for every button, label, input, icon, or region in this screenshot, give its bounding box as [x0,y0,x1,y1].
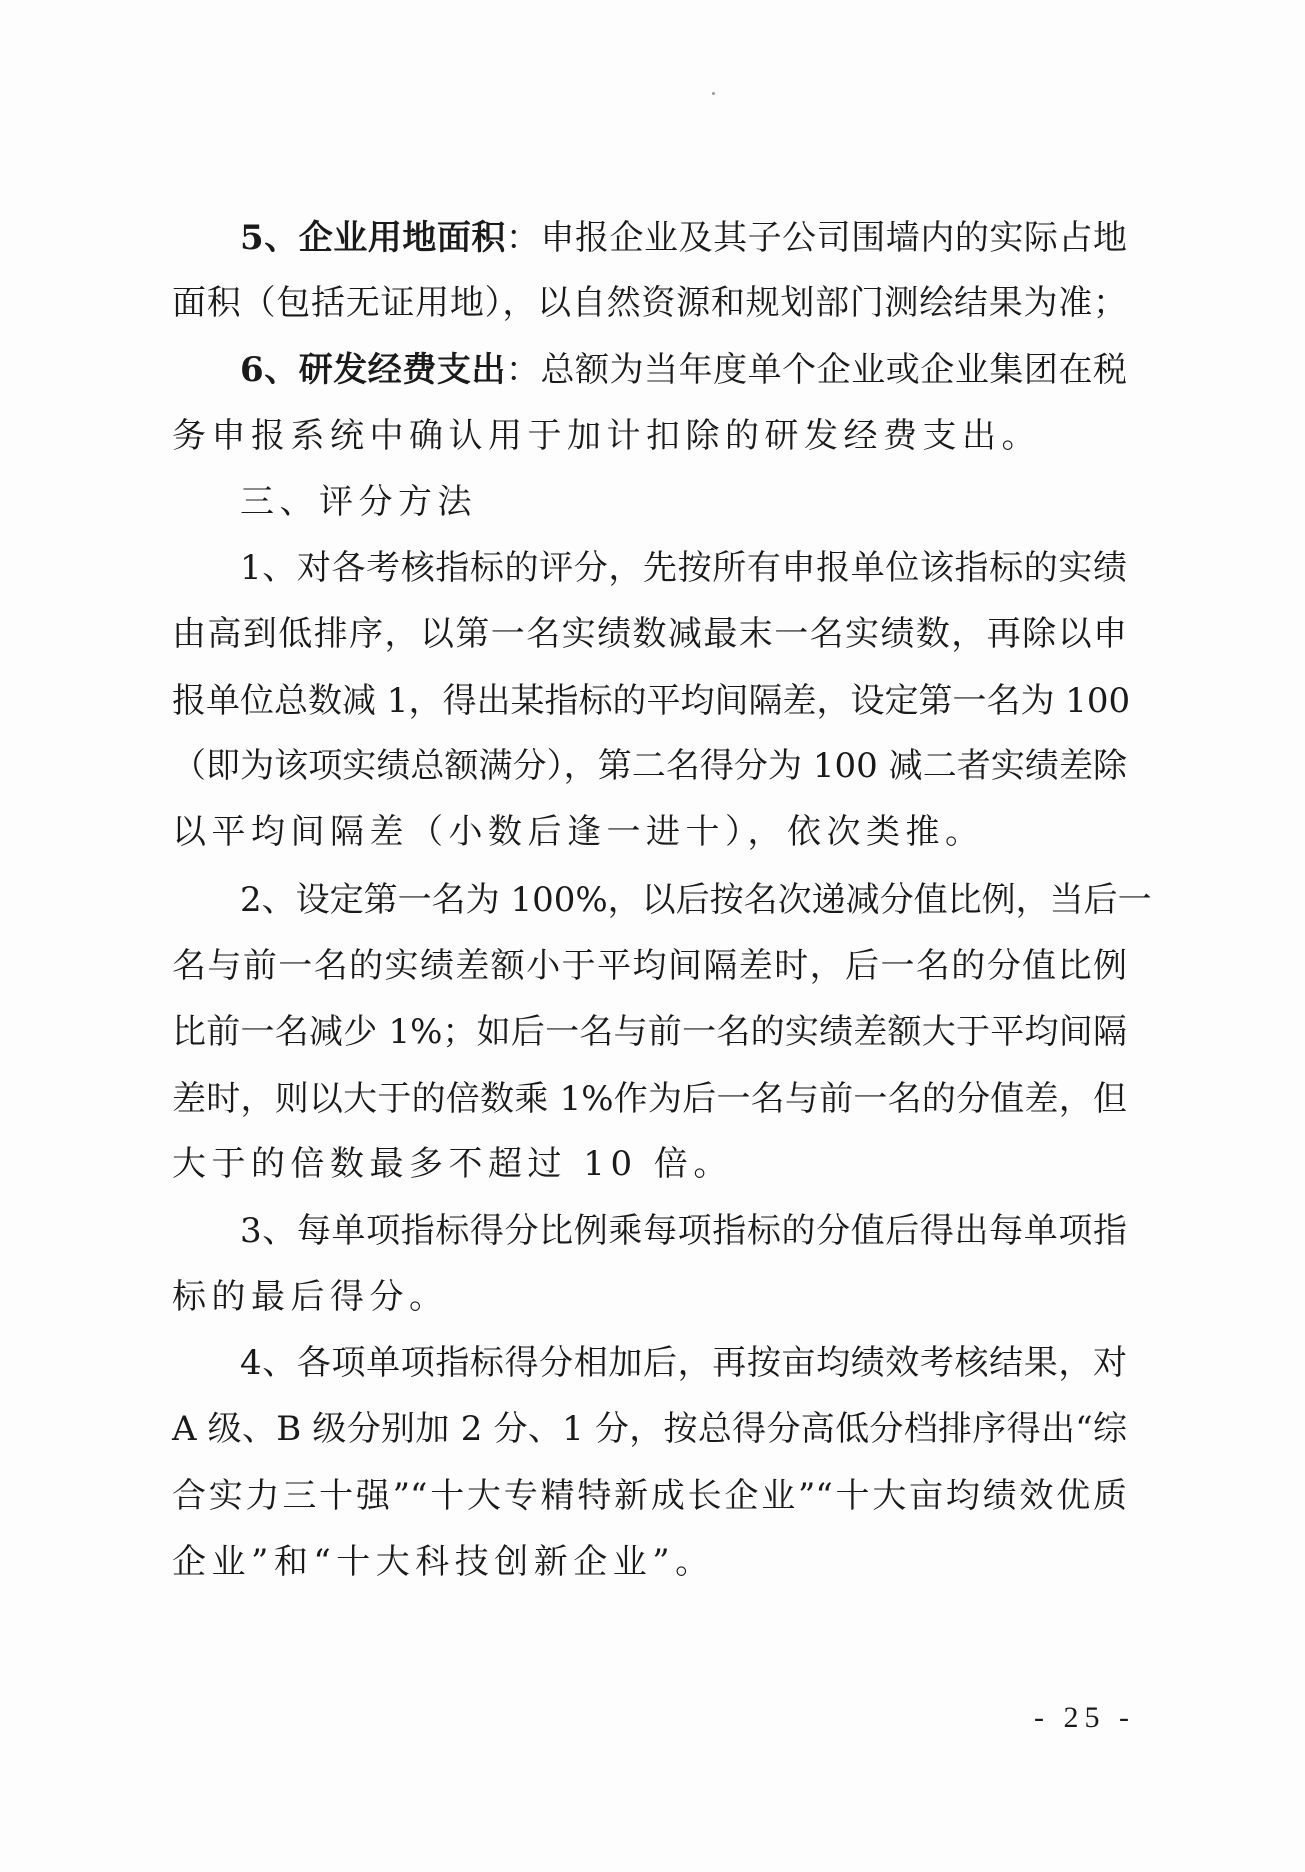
line-text: 比前一名减少 1%；如后一名与前一名的实绩差额大于平均间隔 [172,1012,1127,1052]
body-line [172,1144,733,1184]
section-heading-text: 三、评分方法 [240,482,477,522]
body-line [172,614,1127,654]
line-text: 报单位总数减 1，得出某指标的平均间隔差，设定第一名为 100 [172,681,1131,721]
line-text: （即为该项实绩总额满分），第二名得分为 100 减二者实绩差除 [172,746,1127,786]
line-text: 标的最后得分。 [172,1277,449,1317]
body-line [240,350,1127,390]
body-line [172,1079,1127,1119]
line-text: 由高到低排序，以第一名实绩数减最末一名实绩数，再除以申 [172,614,1127,654]
page-number: - 25 - [1034,1701,1135,1734]
body-line [172,746,1127,786]
line-text: 2、设定第一名为 100%，以后按名次递减分值比例，当后一 [240,880,1152,920]
scan-speck [712,92,715,95]
body-line [172,681,1131,721]
line-text: 差时，则以大于的倍数乘 1%作为后一名与前一名的分值差，但 [172,1079,1127,1119]
body-line [172,946,1127,986]
term-label: 6、研发经费支出 [240,350,506,390]
body-line [240,1343,1127,1383]
body-line [240,1211,1127,1251]
line-text: 1、对各考核指标的评分，先按所有申报单位该指标的实绩 [240,548,1127,588]
line-text: 4、各项单项指标得分相加后，再按亩均绩效考核结果，对 [240,1343,1127,1383]
line-text: 以平均间隔差（小数后逢一进十），依次类推。 [172,812,985,852]
body-line [172,1409,1127,1449]
body-line [172,1277,449,1317]
body-line [240,218,1127,258]
line-text: 企业”和“十大科技创新企业”。 [172,1542,715,1582]
line-text: 合实力三十强”“十大专精特新成长企业”“十大亩均绩效优质 [172,1476,1127,1516]
body-line [240,880,1152,920]
line-text: 3、每单项指标得分比例乘每项指标的分值后得出每单项指 [240,1211,1127,1251]
line-text: 大于的倍数最多不超过 10 倍。 [172,1144,733,1184]
section-heading [240,482,477,522]
line-text: A 级、B 级分别加 2 分、1 分，按总得分高低分档排序得出“综 [172,1409,1127,1449]
body-line [172,283,1127,323]
body-line [172,812,985,852]
body-line [172,1542,715,1582]
line-text: 务申报系统中确认用于加计扣除的研发经费支出。 [172,416,1041,456]
line-text: 名与前一名的实绩差额小于平均间隔差时，后一名的分值比例 [172,946,1127,986]
term-label: 5、企业用地面积 [240,218,506,258]
body-line [172,416,1041,456]
line-text: ：总额为当年度单个企业或企业集团在税 [505,350,1127,390]
body-line [240,548,1127,588]
line-text: ：申报企业及其子公司围墙内的实际占地 [505,218,1127,258]
body-line [172,1476,1127,1516]
line-text: 面积（包括无证用地），以自然资源和规划部门测绘结果为准； [172,283,1127,323]
body-line [172,1012,1127,1052]
